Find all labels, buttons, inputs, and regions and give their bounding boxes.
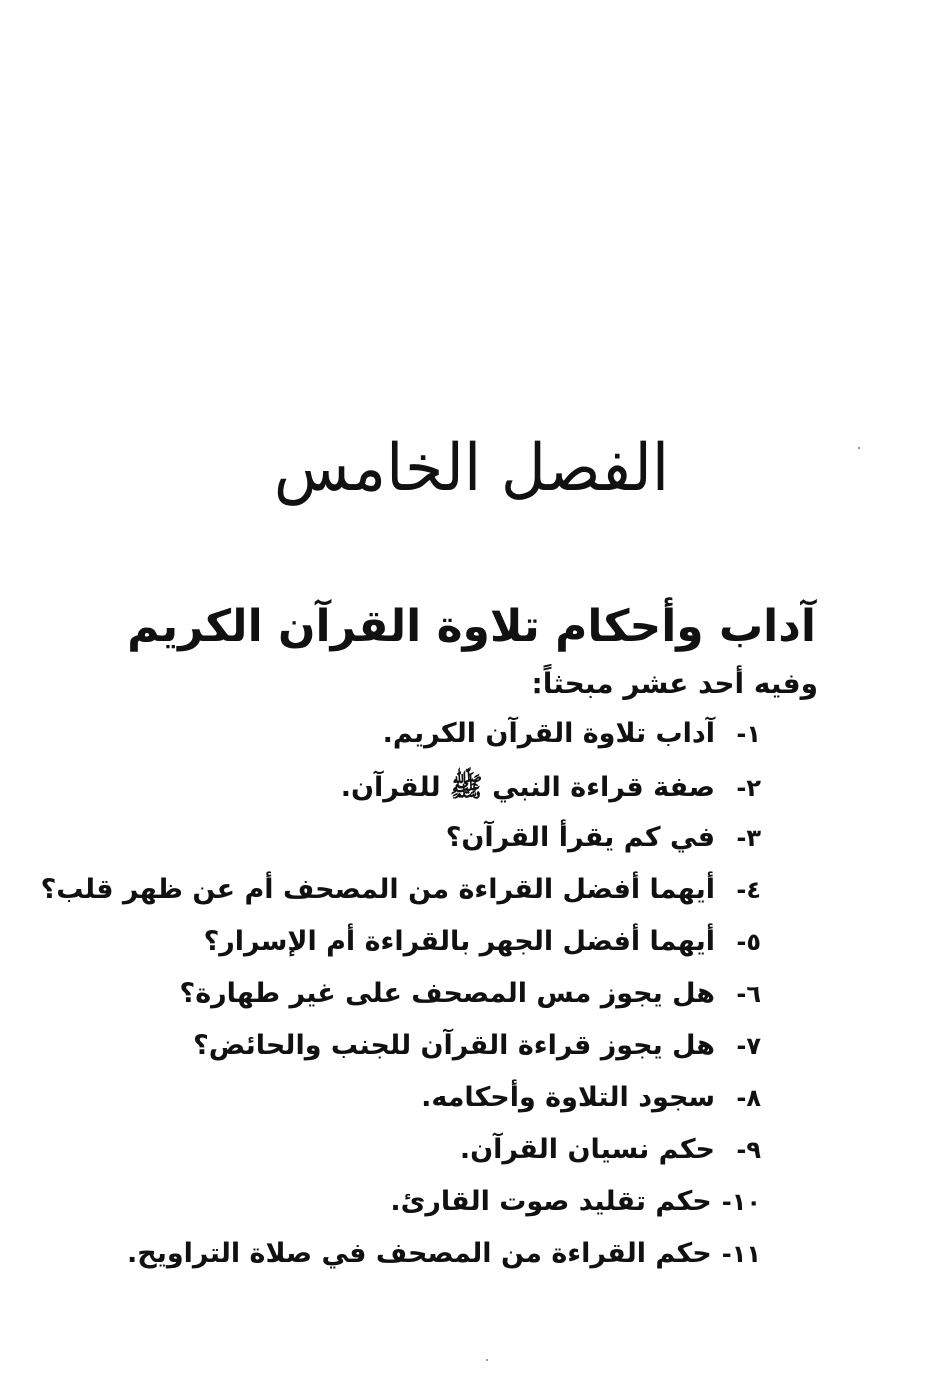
topic-item	[41, 822, 761, 874]
topic-number: ١-	[736, 720, 761, 748]
topic-label: حكم تقليد صوت القارئ.	[390, 1186, 712, 1217]
topic-label: في كم يقرأ القرآن؟	[445, 822, 715, 853]
topic-number: ٦-	[736, 980, 761, 1008]
topics-list	[41, 718, 761, 1290]
topic-item	[41, 1134, 761, 1186]
topic-number: ٥-	[736, 928, 761, 956]
topic-item	[41, 978, 761, 1030]
topic-number: ١٠-	[721, 1188, 761, 1216]
topic-item	[41, 1186, 761, 1238]
topic-label: حكم نسيان القرآن.	[459, 1134, 715, 1165]
topic-label: هل يجوز قراءة القرآن للجنب والحائض؟	[193, 1030, 715, 1061]
topic-number: ٨-	[736, 1084, 761, 1112]
chapter-title: الفصل الخامس	[273, 428, 670, 506]
topic-item	[41, 718, 761, 770]
topics-intro: وفيه أحد عشر مبحثاً:	[531, 667, 818, 700]
topic-number: ١١-	[721, 1240, 761, 1268]
topic-label: أيهما أفضل الجهر بالقراءة أم الإسرار؟	[203, 926, 715, 957]
topic-label: صفة قراءة النبي ﷺ للقرآن.	[340, 772, 715, 803]
topic-number: ٩-	[736, 1136, 761, 1164]
topic-number: ٢-	[736, 774, 761, 802]
topic-item	[41, 926, 761, 978]
topic-item	[41, 1082, 761, 1134]
topic-number: ٣-	[736, 824, 761, 852]
topic-label: هل يجوز مس المصحف على غير طهارة؟	[179, 978, 715, 1009]
topic-number: ٤-	[736, 876, 761, 904]
topic-label: أيهما أفضل القراءة من المصحف أم عن ظهر قلب؟	[40, 874, 715, 905]
topic-item	[41, 770, 761, 822]
topic-item	[41, 874, 761, 926]
topic-item	[41, 1030, 761, 1082]
scan-speck	[486, 1359, 488, 1361]
topic-label: آداب تلاوة القرآن الكريم.	[382, 718, 715, 749]
topic-number: ٧-	[736, 1032, 761, 1060]
section-title: آداب وأحكام تلاوة القرآن الكريم	[127, 600, 816, 652]
topic-label: حكم القراءة من المصحف في صلاة التراويح.	[127, 1238, 712, 1269]
scan-speck	[858, 447, 860, 449]
topic-label: سجود التلاوة وأحكامه.	[421, 1082, 715, 1113]
topic-item	[41, 1238, 761, 1290]
